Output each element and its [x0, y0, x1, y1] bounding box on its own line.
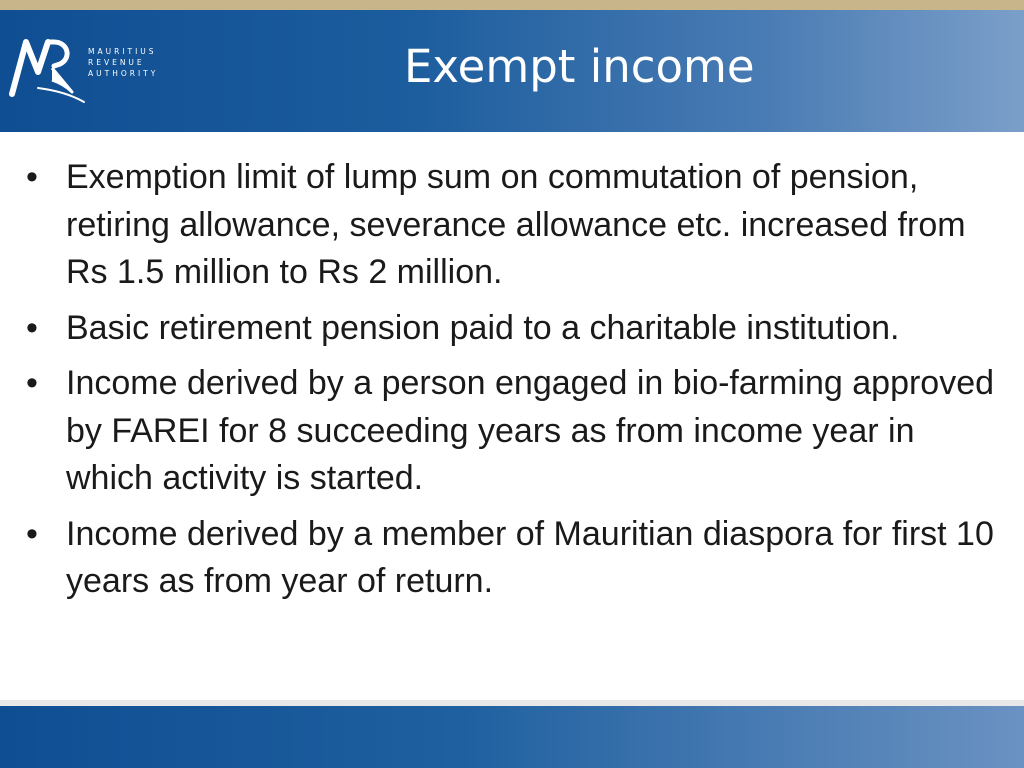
- bullet-item-diaspora: • Income derived by a member of Mauritian diaspora for first 10 years as from year of return.: [26, 511, 996, 606]
- top-accent-stripe: [0, 0, 1024, 10]
- bullet-list: [26, 154, 996, 614]
- mra-logo: [8, 28, 168, 104]
- mra-logo-mark-icon: [8, 28, 88, 104]
- slide-title: Exempt income: [404, 40, 755, 93]
- logo-line-1: MAURITIUS: [88, 47, 157, 56]
- footer-band: [0, 706, 1024, 768]
- logo-line-3: AUTHORITY: [88, 69, 159, 78]
- bullet-item-bio-farming: • Income derived by a person engaged in bio-farming approved by FAREI for 8 succeeding years as from income year in which activity is started.: [26, 360, 996, 503]
- logo-line-2: REVENUE: [88, 58, 145, 67]
- bullet-item-retirement-pension: • Basic retirement pension paid to a charitable institution.: [26, 305, 996, 353]
- bullet-item-exemption-limit: • Exemption limit of lump sum on commutation of pension, retiring allowance, severance allowance etc. increased from Rs 1.5 million to Rs 2 million.: [26, 154, 996, 297]
- mra-logo-text: [88, 46, 168, 79]
